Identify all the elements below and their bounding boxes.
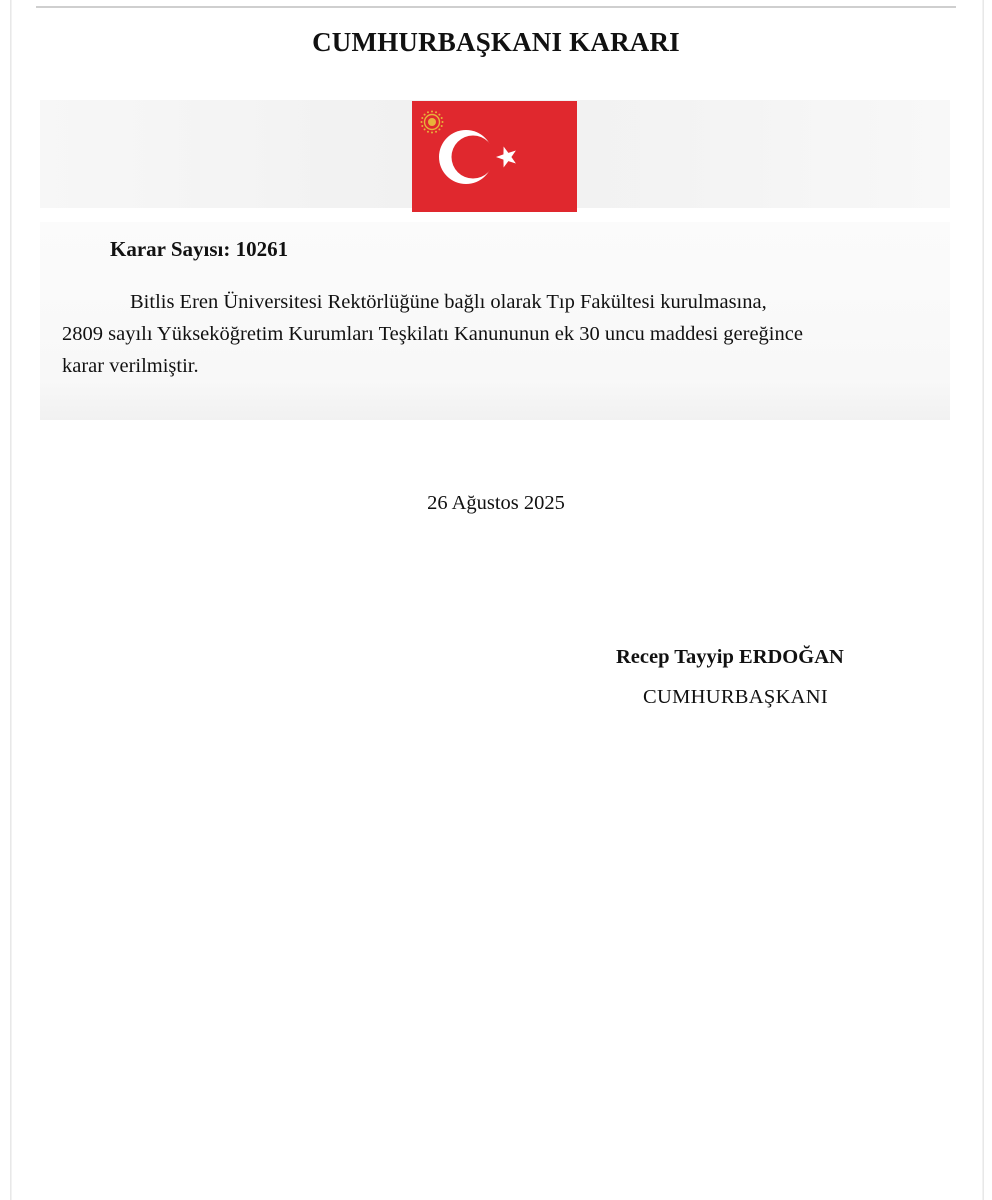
decision-text-line: 2809 sayılı Yükseköğretim Kurumları Teşkilatı Kanununun ek 30 uncu maddesi gereğince [62, 323, 803, 345]
decision-text-line: karar verilmiştir. [62, 355, 199, 377]
turkish-flag-icon [412, 101, 577, 212]
signatory-title: CUMHURBAŞKANI [643, 686, 829, 708]
emblem-star-dot [438, 128, 440, 130]
decision-text-line: Bitlis Eren Üniversitesi Rektörlüğüne bağlı olarak Tıp Fakültesi kurulmasına, [130, 291, 767, 313]
emblem-star-dot [431, 132, 433, 134]
crescent-inner [452, 136, 495, 179]
emblem-star-dot [438, 114, 440, 116]
emblem-star-dot [435, 111, 437, 113]
emblem-star-dot [427, 111, 429, 113]
top-rule [36, 6, 956, 8]
page-edge-left [10, 0, 12, 1200]
decision-date: 26 Ağustos 2025 [427, 492, 565, 514]
page-edge-right [982, 0, 984, 1200]
flag-field [412, 101, 577, 212]
presidential-emblem-icon [421, 111, 444, 134]
signatory-name: Recep Tayyip ERDOĞAN [616, 646, 844, 668]
emblem-star-dot [421, 117, 423, 119]
emblem-star-dot [421, 121, 423, 123]
emblem-star-dot [421, 125, 423, 127]
document-title: CUMHURBAŞKANI KARARI [312, 27, 680, 57]
emblem-star-dot [427, 131, 429, 133]
emblem-star-dot [442, 121, 444, 123]
emblem-star-dot [424, 114, 426, 116]
emblem-star-dot [441, 117, 443, 119]
emblem-star-dot [424, 128, 426, 130]
emblem-star-dot [431, 111, 433, 113]
emblem-star-dot [441, 125, 443, 127]
decision-text [62, 286, 934, 382]
decision-number: Karar Sayısı: 10261 [110, 237, 289, 261]
emblem-star-dot [435, 131, 437, 133]
